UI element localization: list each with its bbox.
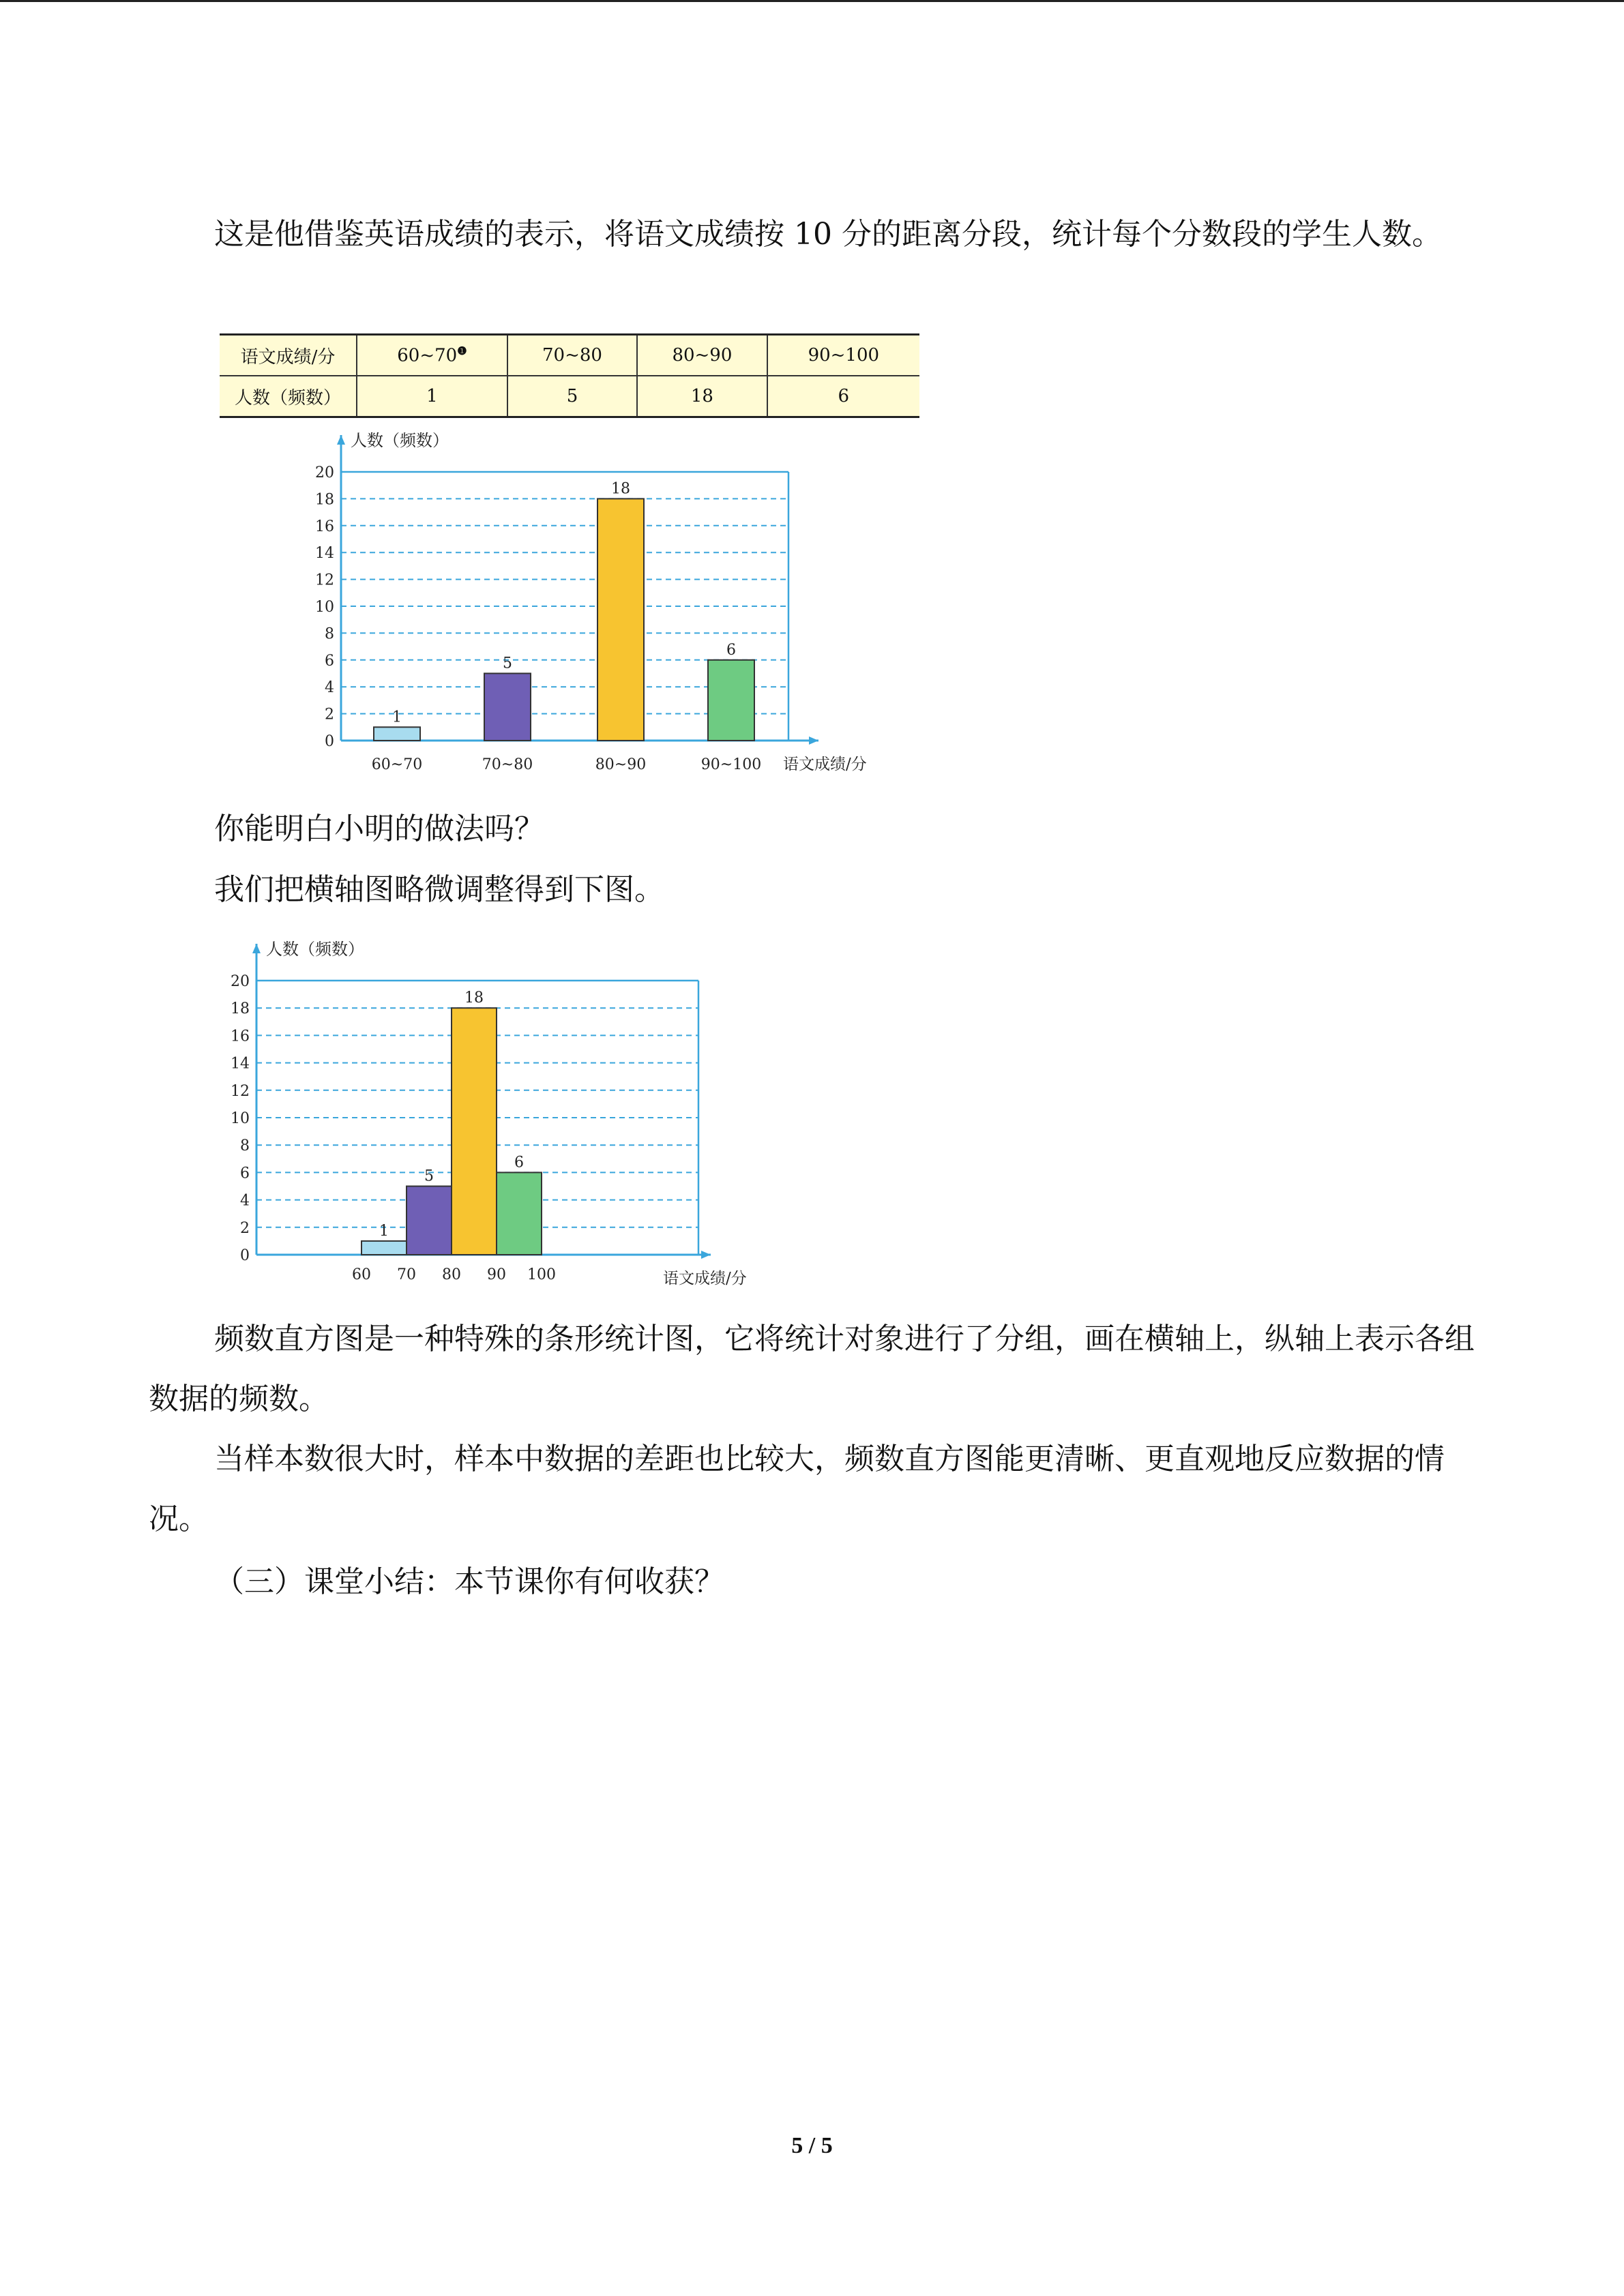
question-line-1: 你能明白小明的做法吗？ <box>214 811 544 846</box>
histogram-bar <box>497 1172 542 1255</box>
x-axis-arrow <box>701 1251 711 1259</box>
histogram-bar <box>361 1241 407 1255</box>
x-tick-label: 60~70 <box>371 756 423 773</box>
x-tick-label: 80 <box>442 1266 461 1283</box>
table-cell: 6 <box>767 376 919 417</box>
y-tick-label: 2 <box>240 1219 250 1237</box>
x-axis-arrow <box>809 736 818 745</box>
y-axis-title: 人数（频数） <box>351 431 449 450</box>
table-cell: 80~90 <box>637 335 767 376</box>
x-axis-title: 语文成绩/分 <box>783 756 867 773</box>
bar-90~100 <box>708 660 754 741</box>
page-top-border <box>0 0 1624 2</box>
x-tick-label: 90 <box>487 1266 506 1283</box>
data-label: 5 <box>424 1167 434 1185</box>
x-tick-label: 70~80 <box>482 756 533 773</box>
bar-70~80 <box>484 674 531 741</box>
table-header-score: 语文成绩/分 <box>220 335 357 376</box>
y-tick-label: 20 <box>315 464 334 481</box>
y-tick-label: 0 <box>325 733 334 750</box>
x-tick-label: 70 <box>397 1266 416 1283</box>
bar-60~70 <box>374 727 420 741</box>
data-label: 1 <box>392 709 402 726</box>
paragraph-advantage: 当样本数很大时，样本中数据的差距也比较大，频数直方图能更清晰、更直观地反应数据的情况。 <box>149 1442 1445 1536</box>
paragraph-intro: 这是他借鉴英语成绩的表示，将语文成绩按 10 分的距离分段，统计每个分数段的学生人数。 <box>214 217 1442 252</box>
y-axis-title: 人数（频数） <box>266 940 364 959</box>
data-label: 6 <box>726 641 736 659</box>
data-label: 5 <box>503 655 512 672</box>
y-tick-label: 10 <box>315 599 334 616</box>
y-tick-label: 14 <box>315 545 334 563</box>
table-cell: 1 <box>357 376 507 417</box>
table-cell: 70~80 <box>507 335 637 376</box>
table-cell: 60~70$^❶$ <box>357 335 507 376</box>
table-cell: 90~100 <box>767 335 919 376</box>
y-tick-label: 12 <box>231 1082 250 1100</box>
data-label: 18 <box>464 989 484 1007</box>
histogram-chart <box>225 921 784 1289</box>
y-axis-arrow <box>337 435 345 445</box>
y-tick-label: 14 <box>231 1055 250 1073</box>
y-tick-label: 4 <box>325 679 334 697</box>
table-header-count: 人数（频数） <box>220 376 357 417</box>
table-row <box>220 376 919 417</box>
bar-chart <box>300 423 887 791</box>
table-cell: 18 <box>637 376 767 417</box>
paragraph-definition: 频数直方图是一种特殊的条形统计图，它将统计对象进行了分组，画在横轴上，纵轴上表示各组数据的频数。 <box>149 1322 1475 1416</box>
y-tick-label: 10 <box>231 1110 250 1127</box>
x-tick-label: 60 <box>352 1266 371 1283</box>
histogram-bar <box>452 1008 497 1255</box>
class-summary: （三）课堂小结：本节课你有何收获？ <box>214 1564 724 1599</box>
data-label: 6 <box>514 1154 524 1172</box>
y-axis-arrow <box>252 944 261 953</box>
frequency-table <box>220 333 919 418</box>
y-tick-label: 6 <box>325 652 334 670</box>
y-tick-label: 18 <box>315 491 334 509</box>
data-label: 18 <box>611 480 630 498</box>
y-tick-label: 16 <box>231 1028 250 1045</box>
y-tick-label: 12 <box>315 571 334 589</box>
footnote-mark: ❶ <box>457 344 467 358</box>
histogram-bar <box>407 1187 452 1255</box>
question-line-2: 我们把横轴图略微调整得到下图。 <box>214 872 664 907</box>
y-tick-label: 16 <box>315 518 334 535</box>
y-tick-label: 8 <box>240 1137 250 1155</box>
y-tick-label: 0 <box>240 1247 250 1264</box>
data-label: 1 <box>379 1222 389 1240</box>
bar-80~90 <box>597 498 644 741</box>
y-tick-label: 4 <box>240 1192 250 1210</box>
x-tick-label: 100 <box>527 1266 556 1283</box>
y-tick-label: 18 <box>231 1000 250 1018</box>
y-tick-label: 20 <box>231 973 250 990</box>
x-tick-label: 90~100 <box>700 756 762 773</box>
x-axis-title: 语文成绩/分 <box>663 1270 747 1287</box>
y-tick-label: 6 <box>240 1165 250 1182</box>
x-tick-label: 80~90 <box>595 756 647 773</box>
y-tick-label: 2 <box>325 706 334 724</box>
table-row <box>220 335 919 376</box>
y-tick-label: 8 <box>325 625 334 643</box>
table-cell: 5 <box>507 376 637 417</box>
page-number: 5 / 5 <box>791 2133 833 2158</box>
